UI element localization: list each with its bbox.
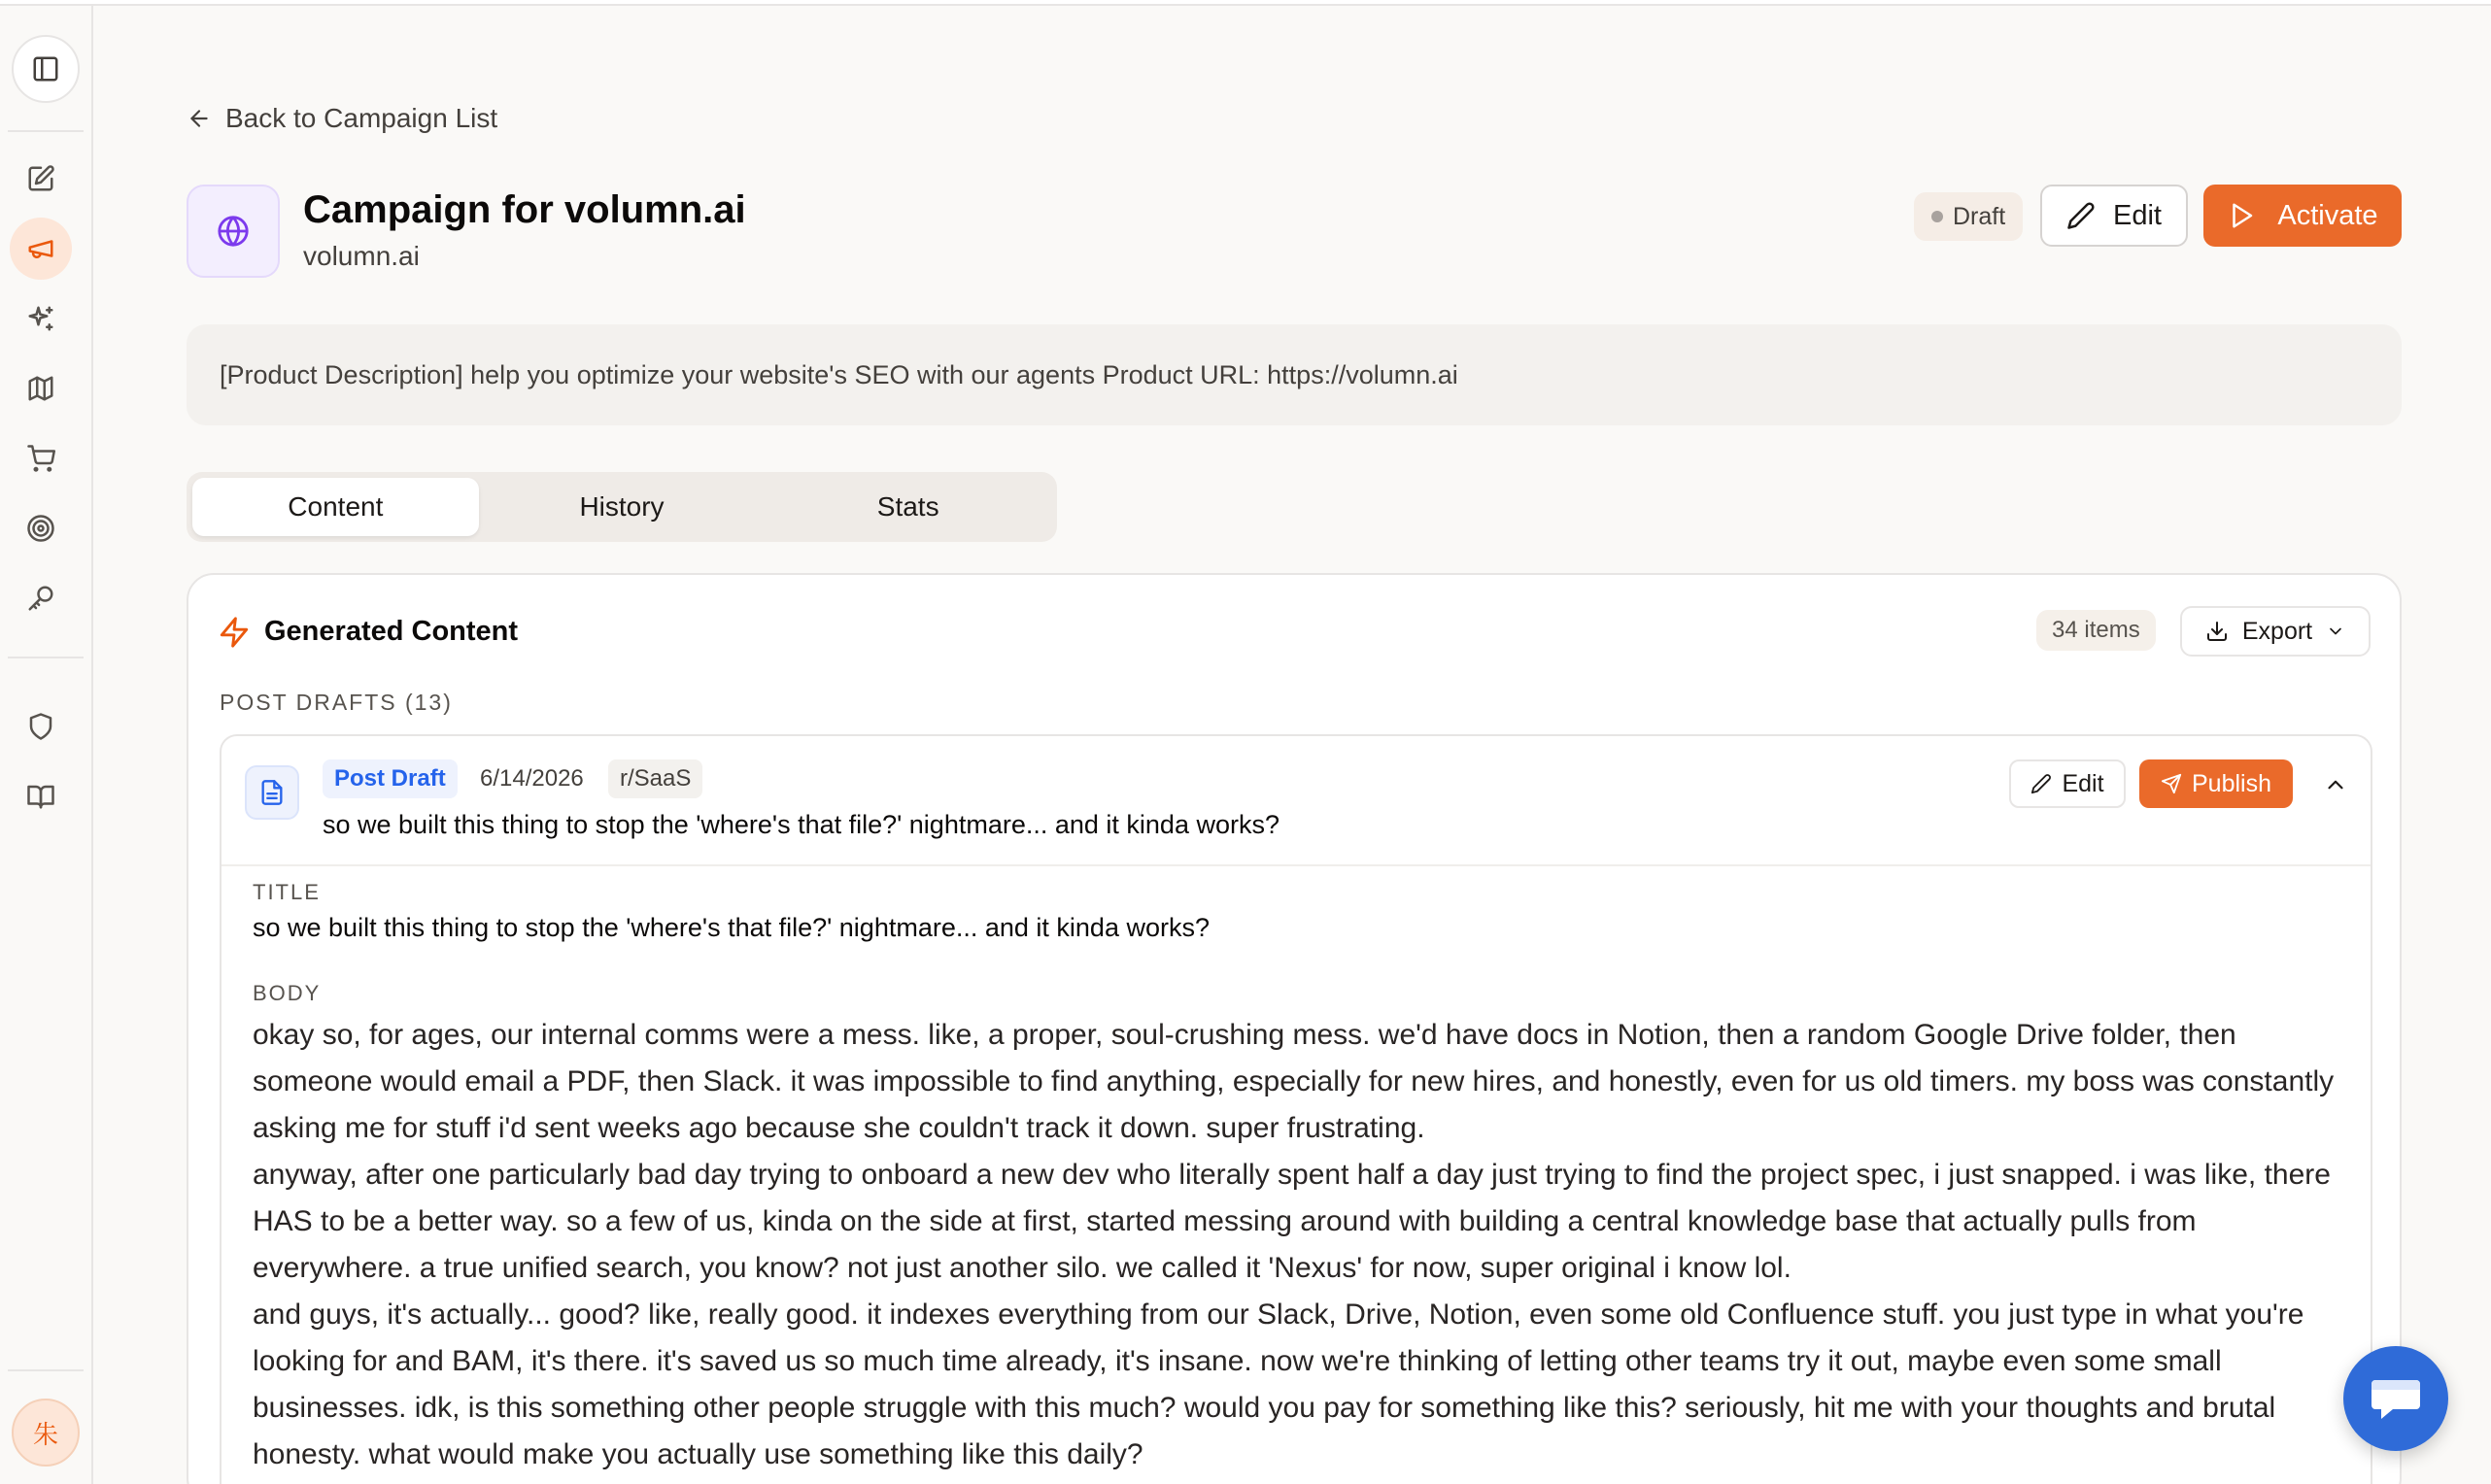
- subreddit-badge: r/SaaS: [608, 759, 702, 798]
- avatar[interactable]: 朱: [12, 1399, 80, 1467]
- arrow-left-icon: [187, 106, 212, 131]
- status-label: Draft: [1953, 202, 2006, 230]
- back-to-campaign-list-link[interactable]: [187, 97, 497, 140]
- pencil-icon: [2066, 201, 2096, 230]
- tab-content[interactable]: Content: [192, 478, 479, 536]
- sidebar-item-security[interactable]: [10, 695, 72, 758]
- campaign-description: [187, 324, 2402, 425]
- campaign-domain: volumn.ai: [303, 241, 420, 271]
- generated-content-card: [187, 573, 2402, 1484]
- export-button[interactable]: [2180, 606, 2371, 657]
- title-field-value: so we built this thing to stop the 'where's that file?' nightmare... and it kinda works?: [253, 913, 1210, 942]
- page-title: Campaign for volumn.ai: [303, 188, 746, 231]
- sidebar-divider: [8, 1369, 84, 1371]
- edit-post-label: Edit: [2062, 769, 2104, 797]
- body-paragraph: anyway, after one particularly bad day trying to onboard a new dev who literally spent half a day just trying to find the project spec, i just snapped. i was like, there HAS to be a better way. so a few of us, kinda on the side at first, started messing around with building a central knowledge base that actually pulls from everywhere. a true unified search, you know? not just another silo. we called it 'Nexus' for now, super original i know lol.: [253, 1159, 2331, 1284]
- sidebar-item-shop[interactable]: [10, 427, 72, 489]
- post-drafts-section-label: POST DRAFTS (13): [220, 690, 453, 715]
- sidebar: [0, 6, 93, 1484]
- zap-icon: [218, 616, 251, 649]
- sidebar-divider: [8, 130, 84, 132]
- campaign-icon: [187, 185, 280, 278]
- export-label: Export: [2241, 617, 2313, 645]
- edit-campaign-label: Edit: [2113, 199, 2162, 231]
- description-text: [Product Description] help you optimize your website's SEO with our agents Product URL: https://volumn.ai: [220, 359, 1458, 389]
- map-icon: [26, 374, 55, 403]
- sidebar-item-keys[interactable]: [10, 567, 72, 629]
- edit-icon: [26, 164, 55, 193]
- megaphone-icon: [26, 234, 55, 263]
- edit-post-button[interactable]: [2009, 759, 2126, 808]
- chat-bubble-icon: [2368, 1374, 2424, 1423]
- tab-bar: [187, 472, 1057, 542]
- chevron-down-icon: [2326, 622, 2345, 641]
- publish-button[interactable]: [2139, 759, 2293, 808]
- post-date: 6/14/2026: [480, 765, 584, 792]
- download-icon: [2205, 620, 2229, 643]
- body-paragraph: okay so, for ages, our internal comms were a mess. like, a proper, soul-crushing mess. we'd have docs in Notion, then a random Google Drive folder, then someone would email a PDF, then Slack. it was impossible to find anything, especially for new hires, and honestly, even for us old timers. my boss was constantly asking me for stuff i'd sent weeks ago because she couldn't track it down. super frustrating.: [253, 1019, 2335, 1144]
- sidebar-item-map[interactable]: [10, 357, 72, 420]
- sidebar-item-docs[interactable]: [10, 765, 72, 827]
- back-link-label: Back to Campaign List: [225, 103, 498, 133]
- chevron-up-icon: [2323, 772, 2348, 797]
- sidebar-divider: [8, 657, 84, 658]
- play-icon: [2227, 201, 2256, 230]
- title-field-label: TITLE: [253, 880, 321, 904]
- book-icon: [26, 782, 55, 811]
- panel-left-icon: [31, 54, 60, 84]
- card-title: Generated Content: [264, 616, 519, 647]
- pencil-icon: [2030, 773, 2052, 794]
- activate-button[interactable]: [2203, 185, 2402, 247]
- key-icon: [26, 584, 55, 613]
- window-top-border: [0, 0, 2491, 6]
- sidebar-toggle-button[interactable]: [12, 35, 80, 103]
- sparkles-icon: [26, 304, 55, 333]
- target-icon: [26, 514, 55, 543]
- post-type-badge: Post Draft: [323, 759, 458, 798]
- post-headline: so we built this thing to stop the 'where's that file?' nightmare... and it kinda works?: [323, 810, 1280, 839]
- body-field-value: [253, 1012, 2351, 1478]
- send-icon: [2161, 773, 2182, 794]
- publish-label: Publish: [2192, 769, 2271, 797]
- body-paragraph: and guys, it's actually... good? like, really good. it indexes everything from our Slack, Drive, Notion, even some old Confluence stuff. you just type in what you're looking for and BAM, it's there. it's saved us so much time already, it's insane. now we're thinking of letting other teams try it out, maybe even some small businesses. idk, is this something other people struggle with this much? would you pay for something like this? seriously, hit me with your thoughts and brutal honesty. what would make you actually use something like this daily?: [253, 1298, 2304, 1470]
- activate-label: Activate: [2277, 199, 2378, 231]
- items-count-badge: 34 items: [2036, 610, 2156, 651]
- file-text-icon: [258, 779, 286, 806]
- globe-icon: [217, 215, 250, 248]
- post-draft-header[interactable]: [222, 736, 2371, 866]
- edit-campaign-button[interactable]: [2040, 185, 2188, 247]
- tab-history[interactable]: History: [579, 491, 665, 522]
- chat-support-button[interactable]: [2343, 1346, 2448, 1451]
- body-field-label: BODY: [253, 981, 322, 1005]
- tab-stats[interactable]: Stats: [876, 491, 939, 522]
- post-draft-item: [220, 734, 2372, 1484]
- sidebar-item-ai[interactable]: [10, 287, 72, 350]
- sidebar-item-targets[interactable]: [10, 497, 72, 559]
- post-draft-icon: [245, 765, 299, 820]
- status-dot: [1931, 211, 1943, 222]
- status-badge: [1914, 192, 2023, 241]
- collapse-button[interactable]: [2318, 767, 2353, 802]
- sidebar-item-editor[interactable]: [10, 148, 72, 210]
- shield-icon: [26, 712, 55, 741]
- sidebar-item-campaigns[interactable]: [10, 218, 72, 280]
- cart-icon: [26, 444, 55, 473]
